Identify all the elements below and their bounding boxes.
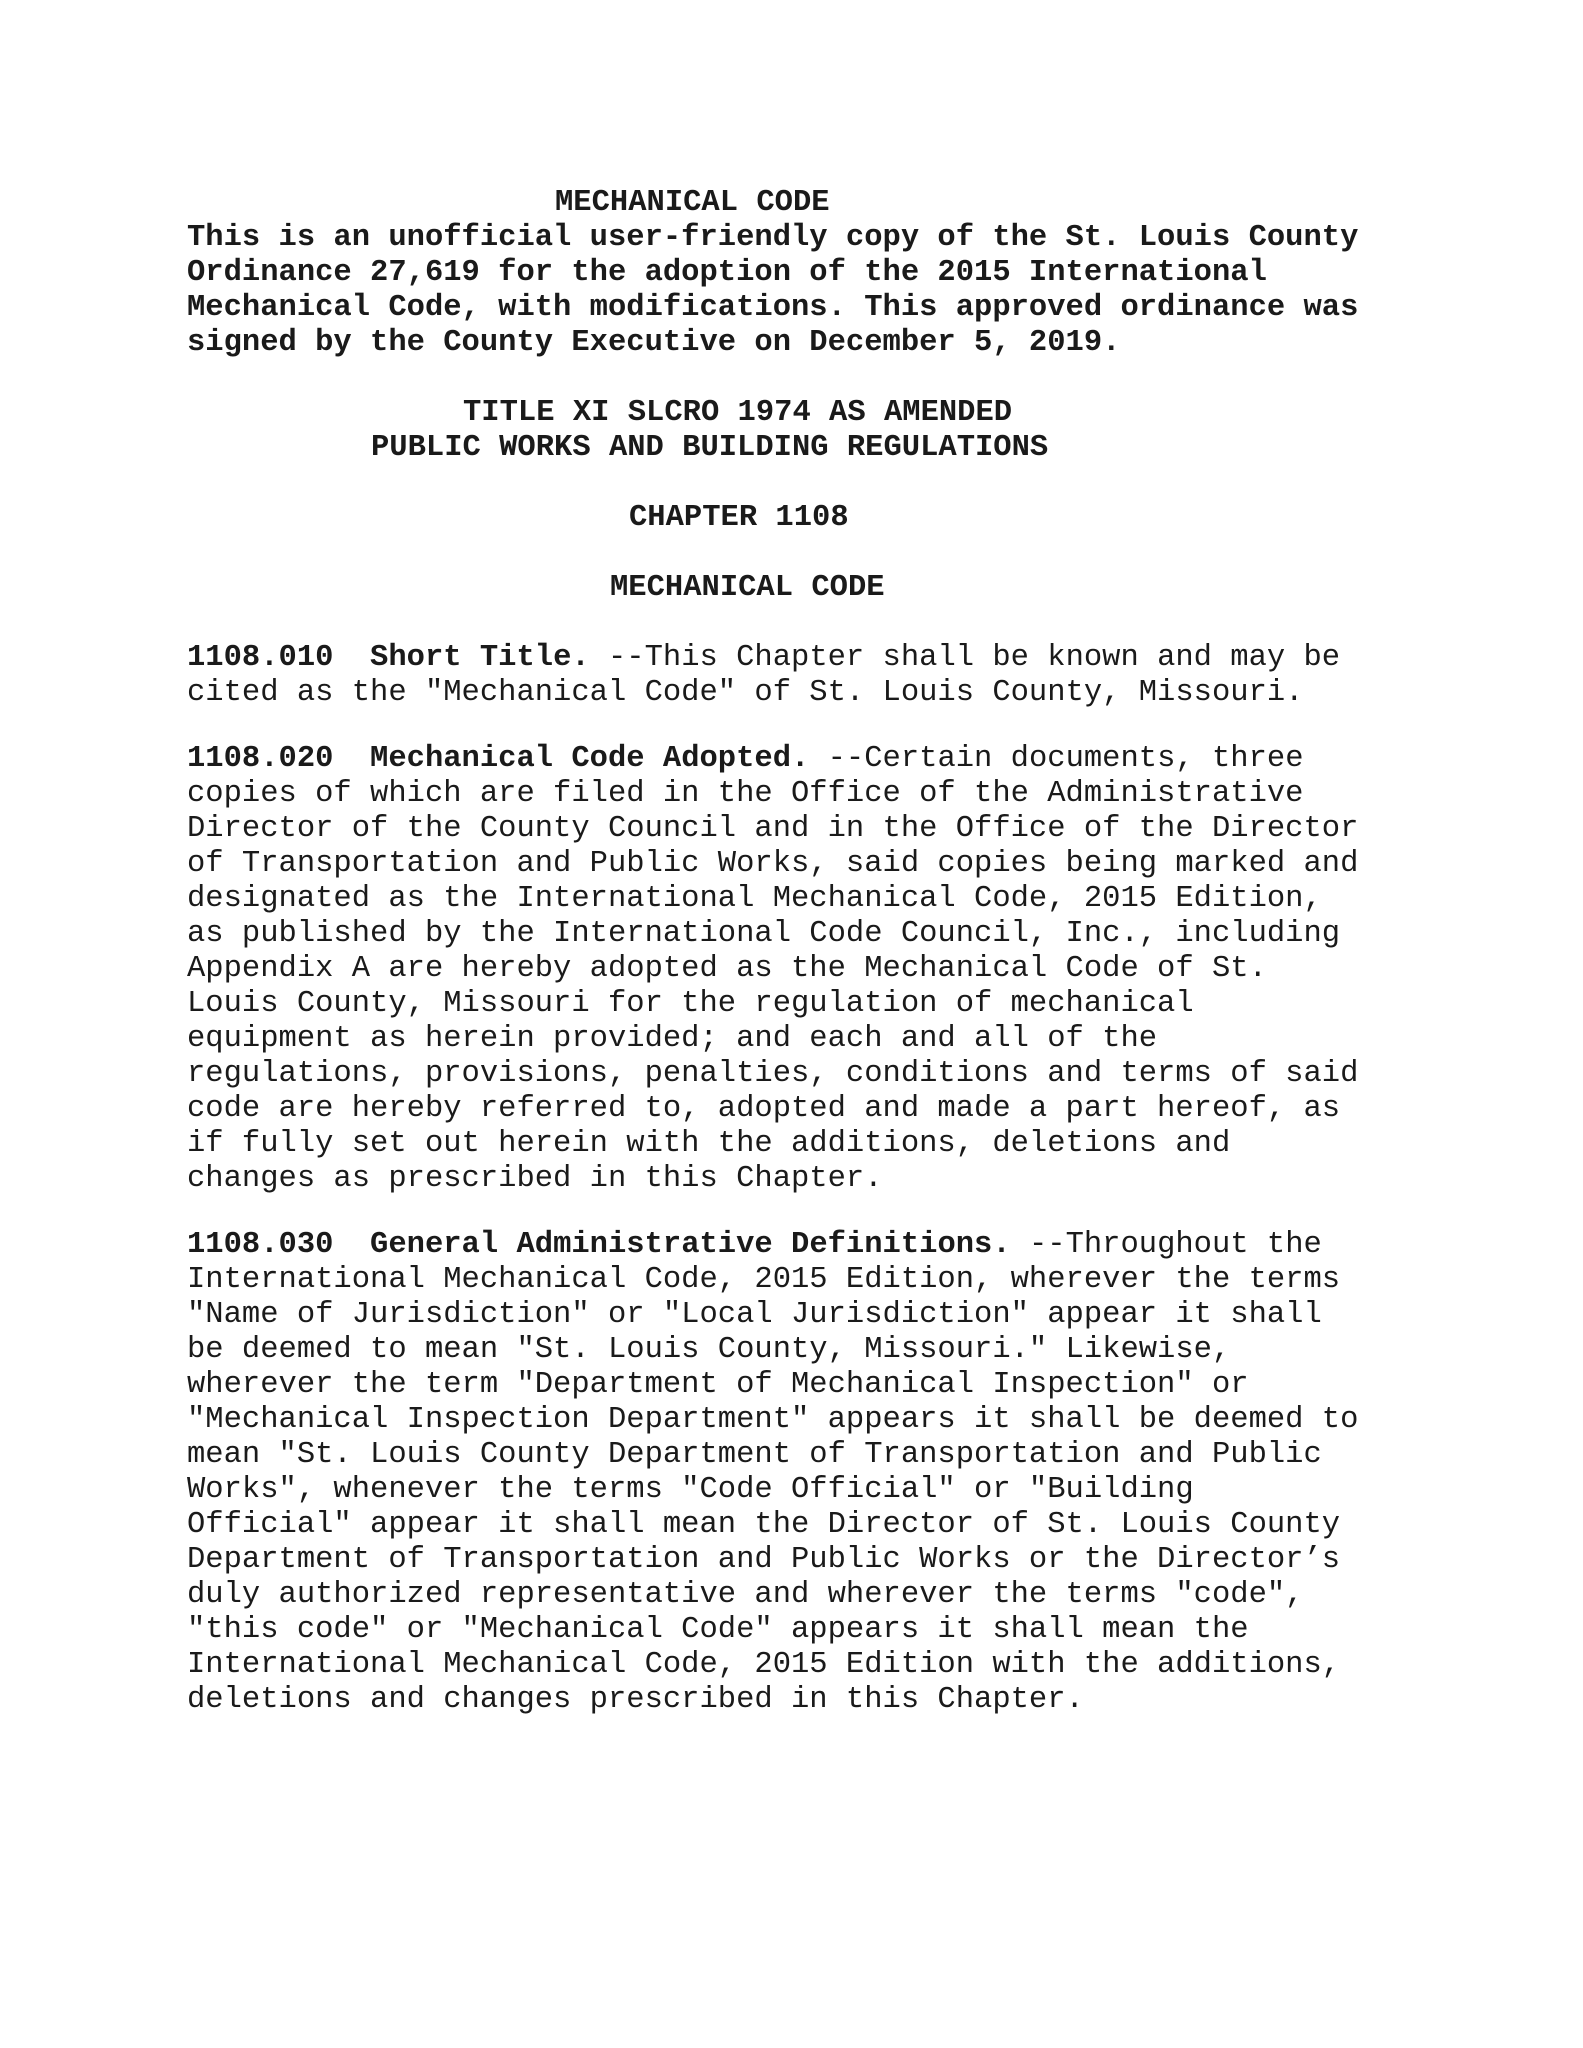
section-heading: Short Title. — [370, 641, 590, 675]
section-text-line: Official" appear it shall mean the Director of St. Louis County — [187, 1508, 1341, 1542]
section-text-line: Works", whenever the terms "Code Official" or "Building — [187, 1473, 1194, 1507]
section-text-line: copies of which are filed in the Office of the Administrative — [187, 777, 1304, 811]
section-text-line: as published by the International Code Council, Inc., including — [187, 917, 1341, 951]
section-first-line — [187, 742, 1304, 777]
section-heading: Mechanical Code Adopted. — [370, 742, 810, 776]
section-text-line: duly authorized representative and wherever the terms "code", — [187, 1578, 1304, 1612]
section-text-line: Department of Transportation and Public Works or the Director’s — [187, 1543, 1341, 1577]
section-text-line: mean "St. Louis County Department of Transportation and Public — [187, 1438, 1322, 1472]
section-text-line: be deemed to mean "St. Louis County, Missouri." Likewise, — [187, 1333, 1231, 1367]
section-text-line: regulations, provisions, penalties, conditions and terms of said — [187, 1057, 1359, 1091]
section-heading: General Administrative Definitions. — [370, 1228, 1011, 1262]
section-text: --This Chapter shall be known and may be — [589, 641, 1341, 675]
section-text-line: cited as the "Mechanical Code" of St. Louis County, Missouri. — [187, 676, 1304, 710]
chapter-title: MECHANICAL CODE — [610, 571, 885, 605]
section-text-line: designated as the International Mechanical Code, 2015 Edition, — [187, 882, 1322, 916]
section-text-line: Louis County, Missouri for the regulation of mechanical — [187, 987, 1194, 1021]
section-text-line: wherever the term "Department of Mechanical Inspection" or — [187, 1368, 1249, 1402]
section-text-line: code are hereby referred to, adopted and made a part hereof, as — [187, 1092, 1341, 1126]
document-heading: MECHANICAL CODE — [555, 186, 830, 220]
section-text-line: changes as prescribed in this Chapter. — [187, 1162, 883, 1196]
section-text-line: of Transportation and Public Works, said copies being marked and — [187, 847, 1359, 881]
section-text-line: International Mechanical Code, 2015 Edition with the additions, — [187, 1648, 1341, 1682]
section-text-line: deletions and changes prescribed in this Chapter. — [187, 1683, 1084, 1717]
section-number: 1108.020 — [187, 742, 334, 776]
section-number: 1108.030 — [187, 1228, 334, 1262]
section-text-line: International Mechanical Code, 2015 Edition, wherever the terms — [187, 1263, 1341, 1297]
notice-line: This is an unofficial user-friendly copy of the St. Louis County — [187, 221, 1359, 255]
title-line: PUBLIC WORKS AND BUILDING REGULATIONS — [371, 431, 1049, 465]
section-text-line: if fully set out herein with the additions, deletions and — [187, 1127, 1231, 1161]
section-text: --Throughout the — [1010, 1228, 1322, 1262]
section-text: --Certain documents, three — [809, 742, 1304, 776]
section-text-line: "this code" or "Mechanical Code" appears it shall mean the — [187, 1613, 1249, 1647]
chapter-number: CHAPTER 1108 — [629, 501, 849, 535]
title-line: TITLE XI SLCRO 1974 AS AMENDED — [463, 396, 1013, 430]
notice-line: signed by the County Executive on December 5, 2019. — [187, 326, 1121, 360]
section-text-line: "Name of Jurisdiction" or "Local Jurisdiction" appear it shall — [187, 1298, 1322, 1332]
section-first-line — [187, 1228, 1322, 1263]
notice-line: Mechanical Code, with modifications. This approved ordinance was — [187, 291, 1359, 325]
notice-line: Ordinance 27,619 for the adoption of the 2015 International — [187, 256, 1267, 290]
section-text-line: "Mechanical Inspection Department" appears it shall be deemed to — [187, 1403, 1359, 1437]
section-text-line: Appendix A are hereby adopted as the Mechanical Code of St. — [187, 952, 1267, 986]
section-text-line: equipment as herein provided; and each and all of the — [187, 1022, 1158, 1056]
section-first-line — [187, 641, 1340, 676]
section-text-line: Director of the County Council and in the Office of the Director — [187, 812, 1359, 846]
section-number: 1108.010 — [187, 641, 334, 675]
